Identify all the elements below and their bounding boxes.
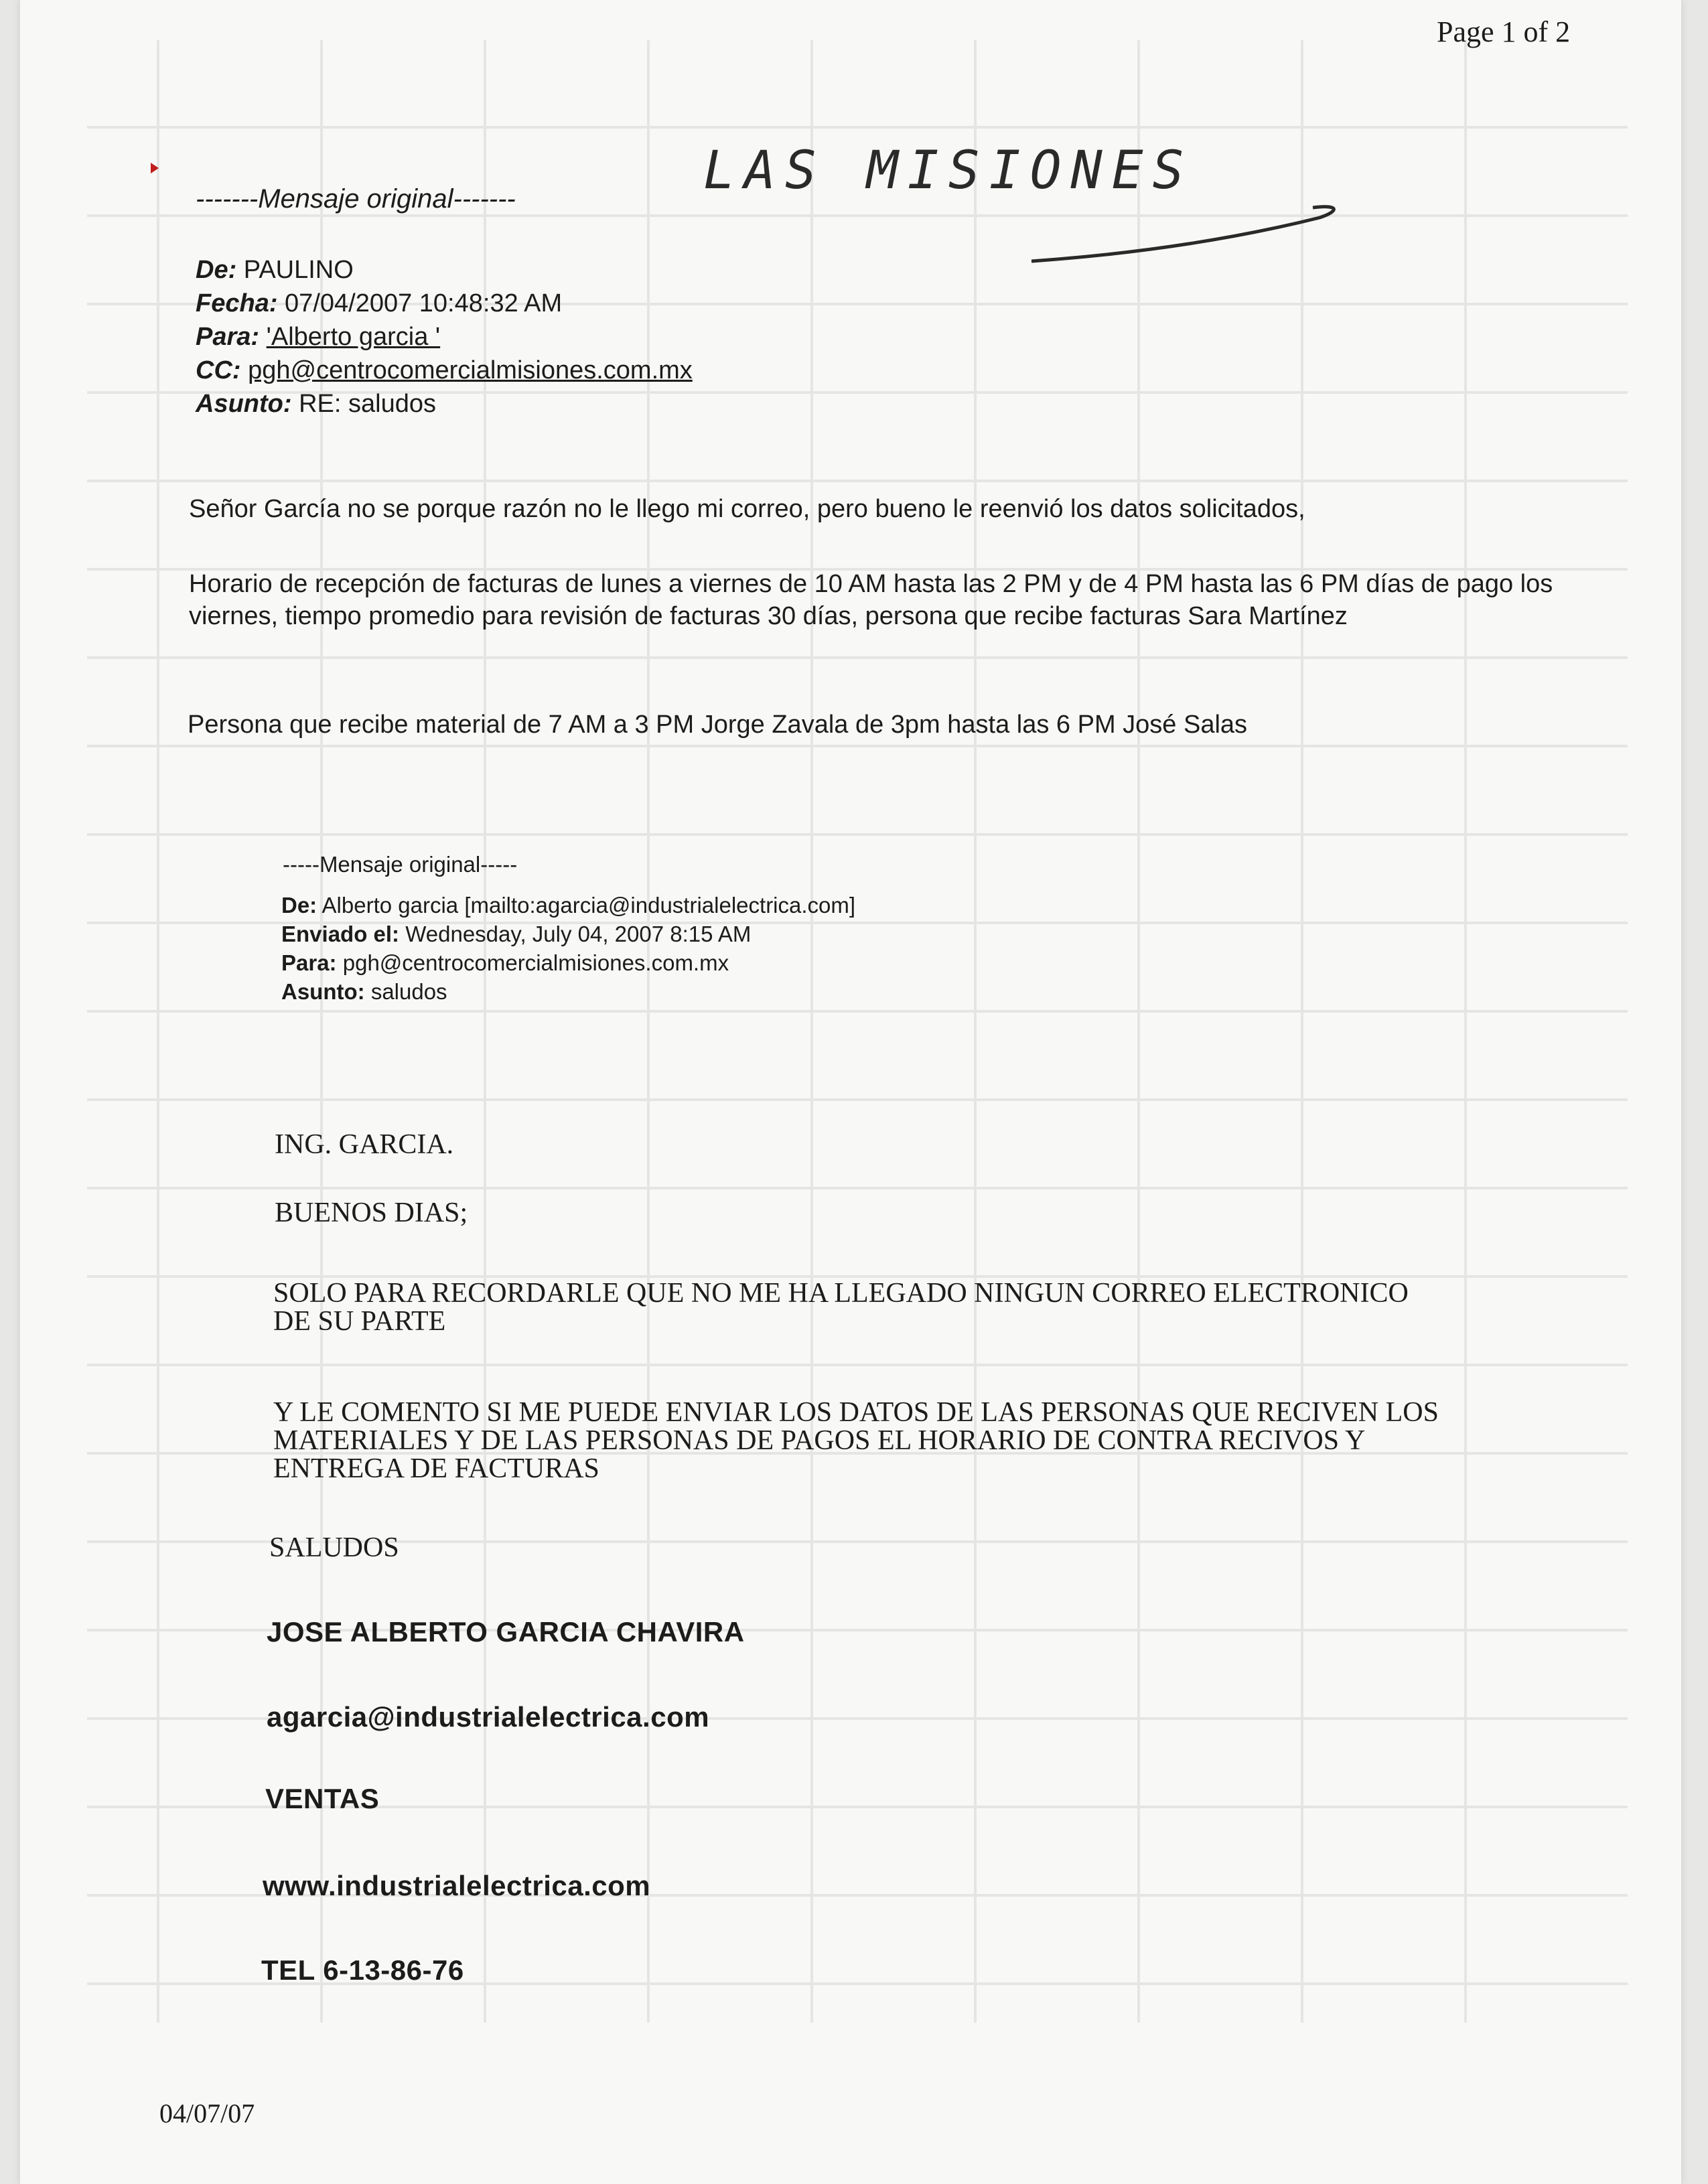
cc-label: CC: [196, 356, 241, 384]
forwarded-sent-line [281, 920, 751, 948]
to-line [196, 320, 440, 354]
subject-label: Asunto: [196, 390, 292, 418]
forwarded-to-value: pgh@centrocomercialmisiones.com.mx [342, 950, 729, 975]
date-label: Fecha: [196, 289, 278, 317]
signature-department: VENTAS [265, 1783, 380, 1814]
body-paragraph-2: Y LE COMENTO SI ME PUEDE ENVIAR LOS DATOS DE LAS PERSONAS QUE RECIVEN LOS MATERIALES Y DE LAS PERSONAS DE PAGOS EL HORARIO DE CONTRA RECIVOS Y ENTREGA DE FACTURAS [273, 1397, 1439, 1484]
handwritten-note: LAS MISIONES [703, 141, 1194, 201]
handwritten-underline [1025, 201, 1346, 268]
body-paragraph-1: SOLO PARA RECORDARLE QUE NO ME HA LLEGADO NINGUN CORREO ELECTRONICO DE SU PARTE [273, 1278, 1409, 1337]
forwarded-to-label: Para: [281, 950, 337, 975]
date-stamp: 04/07/07 [159, 2098, 255, 2128]
signature-phone: TEL 6-13-86-76 [261, 1954, 464, 1986]
to-label: Para: [196, 323, 260, 351]
message-separator: -------Mensaje original------- [196, 184, 516, 214]
page-number: Page 1 of 2 [1437, 15, 1571, 48]
forwarded-from-line [281, 891, 855, 920]
red-tick-mark [151, 163, 159, 173]
forwarded-subject-line [281, 977, 447, 1006]
document-page [20, 0, 1681, 2184]
signature-name: JOSE ALBERTO GARCIA CHAVIRA [267, 1616, 745, 1648]
greeting-name: ING. GARCIA. [275, 1129, 454, 1160]
subject-value: RE: saludos [299, 390, 436, 418]
forwarded-to-line [281, 948, 729, 977]
date-line [196, 287, 562, 320]
forwarded-subject-value: saludos [370, 979, 447, 1004]
forwarded-sent-label: Enviado el: [281, 922, 400, 946]
body-closing: SALUDOS [269, 1532, 399, 1563]
from-value: PAULINO [243, 256, 354, 284]
from-line [196, 253, 354, 287]
cc-line [196, 354, 693, 387]
forwarded-from-value: Alberto garcia [mailto:agarcia@industrialelectrica.com] [322, 893, 856, 918]
greeting-salutation: BUENOS DIAS; [275, 1197, 468, 1228]
forwarded-subject-label: Asunto: [281, 979, 365, 1004]
reply-paragraph-1: Señor García no se porque razón no le llego mi correo, pero bueno le reenvió los datos solicitados, [189, 495, 1305, 523]
forwarded-from-label: De: [281, 893, 317, 918]
forwarded-separator: -----Mensaje original----- [283, 852, 518, 877]
cc-value: pgh@centrocomercialmisiones.com.mx [248, 356, 693, 384]
signature-website: www.industrialelectrica.com [263, 1870, 651, 1901]
subject-line [196, 387, 436, 421]
reply-paragraph-2: Horario de recepción de facturas de lunes a viernes de 10 AM hasta las 2 PM y de 4 PM hasta las 6 PM días de pago los viernes, tiempo promedio para revisión de facturas 30 días, persona que recibe facturas Sara Martínez [189, 570, 1553, 630]
reply-paragraph-3: Persona que recibe material de 7 AM a 3 PM Jorge Zavala de 3pm hasta las 6 PM José Salas [188, 711, 1248, 739]
signature-email: agarcia@industrialelectrica.com [267, 1701, 710, 1733]
to-value: 'Alberto garcia ' [266, 323, 441, 351]
forwarded-sent-value: Wednesday, July 04, 2007 8:15 AM [405, 922, 752, 946]
from-label: De: [196, 256, 237, 284]
date-value: 07/04/2007 10:48:32 AM [285, 289, 563, 317]
